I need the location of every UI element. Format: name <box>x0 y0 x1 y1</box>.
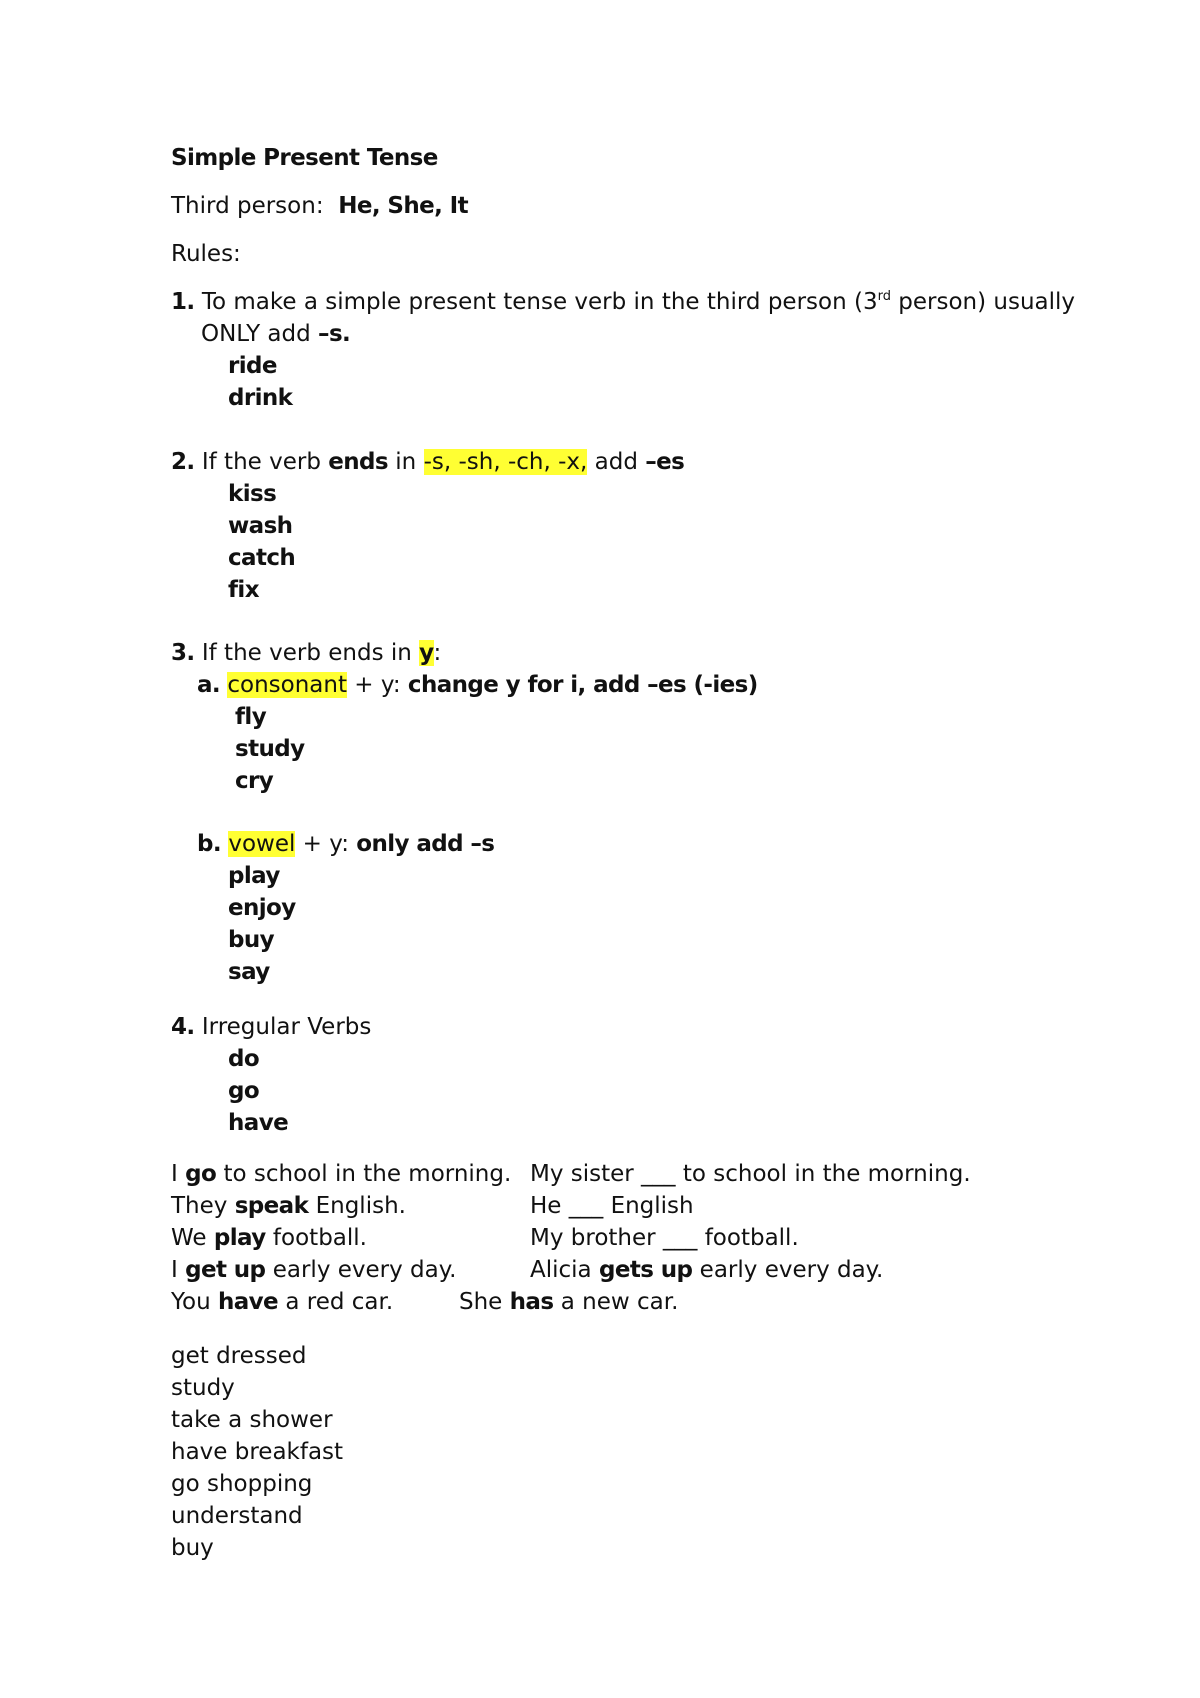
example-verb: go <box>228 1078 260 1104</box>
highlighted-endings: -s, -sh, -ch, -x, <box>423 449 588 475</box>
highlighted-letter: y <box>419 640 434 666</box>
example-sentence-left: They speak English. <box>171 1193 406 1219</box>
vocab-item: get dressed <box>171 1343 307 1369</box>
example-verb: catch <box>228 545 296 571</box>
example-verb: do <box>228 1046 260 1072</box>
vocab-item: have breakfast <box>171 1439 344 1465</box>
rules-label: Rules: <box>171 241 241 267</box>
practice-sentence-right: My sister ___ to school in the morning. <box>530 1161 971 1187</box>
rule-3a: a. consonant + y: change y for i, add –es (-ies) <box>197 672 758 698</box>
example-verb: cry <box>235 768 274 794</box>
page-title: Simple Present Tense <box>171 145 438 171</box>
example-verb: study <box>235 736 305 762</box>
example-verb: buy <box>228 927 275 953</box>
example-verb: enjoy <box>228 895 296 921</box>
example-verb: have <box>228 1110 289 1136</box>
rule-4: 4. Irregular Verbs <box>171 1014 372 1040</box>
example-verb: play <box>228 863 280 889</box>
example-sentence-left: I get up early every day. <box>171 1257 457 1283</box>
rule-3b: b. vowel + y: only add –s <box>197 831 495 857</box>
example-sentence-left: We play football. <box>171 1225 367 1251</box>
vocab-item: buy <box>171 1535 214 1561</box>
practice-sentence-right: He ___ English <box>530 1193 694 1219</box>
practice-sentence-right: Alicia gets up early every day. <box>530 1257 884 1283</box>
third-person-line: Third person: He, She, It <box>171 193 469 219</box>
example-sentence-left: You have a red car. <box>171 1289 394 1315</box>
example-sentence-right: She has a new car. <box>459 1289 679 1315</box>
vocab-item: understand <box>171 1503 303 1529</box>
practice-sentence-right: My brother ___ football. <box>530 1225 799 1251</box>
example-verb: ride <box>228 353 277 379</box>
example-verb: fly <box>235 704 267 730</box>
example-verb: say <box>228 959 270 985</box>
example-verb: wash <box>228 513 293 539</box>
highlighted-term: vowel <box>228 831 296 857</box>
example-verb: kiss <box>228 481 277 507</box>
rule-1: 1. To make a simple present tense verb in the third person (3rd person) usually <box>171 289 1076 315</box>
example-verb: drink <box>228 385 293 411</box>
rule-3: 3. If the verb ends in y: <box>171 640 442 666</box>
rule-2: 2. If the verb ends in -s, -sh, -ch, -x, add –es <box>171 449 685 475</box>
rule-1-cont: ONLY add –s. <box>201 321 351 347</box>
example-sentence-left: I go to school in the morning. <box>171 1161 512 1187</box>
example-verb: fix <box>228 577 259 603</box>
vocab-item: go shopping <box>171 1471 313 1497</box>
highlighted-term: consonant <box>227 672 347 698</box>
vocab-item: take a shower <box>171 1407 333 1433</box>
vocab-item: study <box>171 1375 235 1401</box>
